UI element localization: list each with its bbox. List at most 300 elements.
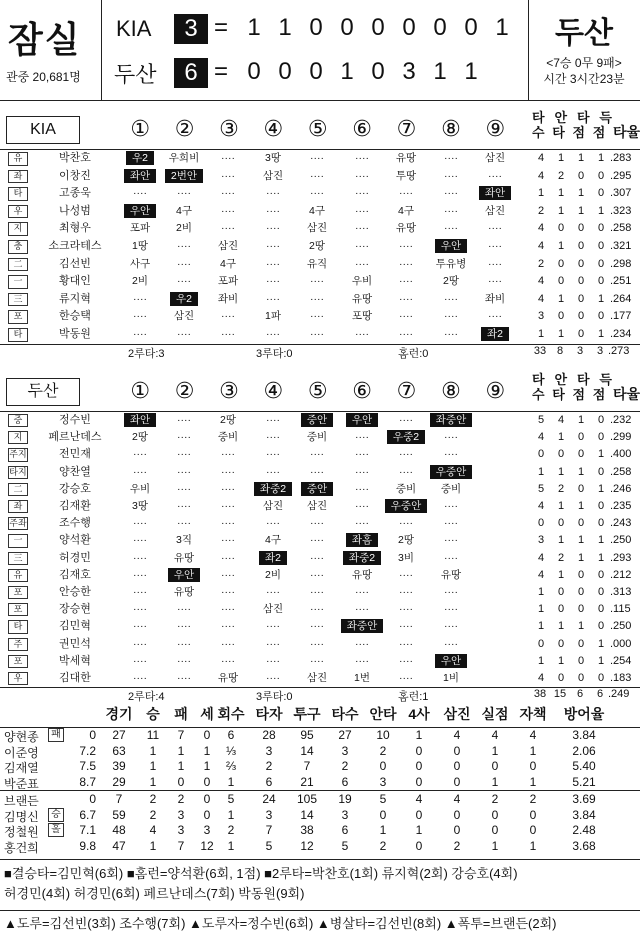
pitcher-stat: 2 [177, 792, 185, 806]
at-bat-result [206, 584, 250, 601]
at-bat-result [295, 168, 339, 186]
pitcher-row [0, 759, 640, 774]
result-text: 포파 [129, 222, 151, 235]
result-text: ···· [399, 448, 413, 461]
batter-row [0, 326, 640, 344]
at-bat-result [429, 150, 473, 168]
result-text: ···· [310, 534, 324, 547]
at-bat-result [295, 653, 339, 670]
at-bat-result [206, 238, 250, 256]
result-text: 2땅 [309, 240, 325, 252]
at-bat-result [118, 446, 162, 463]
at-bat-result [429, 515, 473, 532]
position-badge: 三 [8, 552, 28, 565]
batter-stat: 0 [577, 240, 585, 252]
pitcher-stat: 1 [227, 807, 235, 822]
pitcher-stat: 2.06 [572, 743, 596, 758]
at-bat-result [429, 601, 473, 618]
player-name: 고종욱 [59, 187, 91, 200]
position-badge: 포 [8, 655, 28, 668]
batter-row [0, 464, 640, 481]
batter-row [0, 446, 640, 463]
batter-stat: 0 [577, 568, 585, 581]
pitcher-name: 브랜든 [4, 794, 39, 808]
game-time: 시간 3시간23분 [543, 72, 625, 86]
result-text: 삼진 [484, 204, 506, 217]
at-bat-result [118, 636, 162, 653]
result-text: ···· [444, 603, 458, 616]
at-bat-result [251, 464, 295, 481]
batter-stat: 2 [557, 482, 565, 495]
result-text: ···· [221, 637, 235, 650]
pitcher-stat: 1 [149, 743, 157, 758]
pitcher-stat: 0 [415, 807, 423, 822]
result-text: ···· [355, 152, 369, 164]
batter-row [0, 291, 640, 309]
inning-score: 0 [309, 14, 323, 41]
result-text: ···· [266, 431, 280, 444]
result-text: ···· [399, 275, 413, 288]
result-text: ···· [221, 568, 235, 581]
batter-row [0, 256, 640, 274]
pitcher-stat: 38 [300, 823, 314, 837]
at-bat-result [295, 291, 339, 309]
pitcher-stat: 1 [149, 774, 157, 789]
batter-stat: .283 [610, 152, 632, 164]
result-text: 삼진 [262, 500, 284, 512]
doubles-total: 2루타:4 [128, 691, 165, 704]
result-text: 좌중안 [341, 619, 383, 633]
batter-row [0, 203, 640, 221]
position-badge: 二 [8, 258, 28, 272]
at-bat-result [251, 203, 295, 221]
result-text: ···· [488, 169, 502, 182]
result-text: ···· [177, 257, 191, 270]
batter-stat: .258 [610, 465, 632, 478]
at-bat-result [340, 532, 384, 549]
result-text: ···· [177, 275, 191, 288]
result-text: ···· [266, 448, 280, 461]
batter-stat: .232 [610, 414, 632, 426]
result-text: ···· [399, 187, 413, 200]
notes-line-1: ■결승타=김민혁(6회) ■홈런=양석환(6회, 1점) ■2루타=박찬호(1회) 류지혁(2회) 강승호(4회) [4, 866, 518, 881]
result-text: ···· [221, 620, 235, 633]
result-text: ···· [355, 448, 369, 461]
result-text: ···· [177, 517, 191, 530]
pitcher-stat: 4 [149, 823, 157, 837]
position-badge: 유 [8, 152, 28, 166]
inning-number: ⑤ [307, 378, 328, 403]
result-text: ···· [221, 534, 235, 547]
at-bat-result [429, 618, 473, 635]
season-record: <7승 0무 9패> [546, 56, 622, 70]
at-bat-result [384, 273, 428, 291]
at-bat-result [118, 601, 162, 618]
pitcher-stat: 7.2 [79, 743, 96, 758]
pitcher-row [0, 775, 640, 790]
equals-sign: = [214, 14, 229, 41]
result-text: ···· [488, 310, 502, 323]
result-text: ···· [133, 517, 147, 530]
pitcher-stat: 29 [112, 774, 126, 789]
batter-stat: 0 [557, 310, 565, 323]
player-name: 한승택 [59, 310, 91, 323]
inning-header [118, 116, 518, 146]
at-bat-result [295, 150, 339, 168]
batter-stat: .250 [610, 534, 632, 547]
result-text: ···· [221, 204, 235, 217]
pitcher-stat: 2 [379, 743, 387, 758]
pitcher-stat: 6.7 [79, 807, 96, 822]
at-bat-result [429, 464, 473, 481]
result-text: ···· [133, 292, 147, 305]
batter-stat: .298 [610, 257, 632, 270]
result-text: ···· [444, 637, 458, 650]
result-text: 2번안 [165, 169, 203, 183]
result-text: ···· [310, 328, 324, 340]
batter-stat: .177 [610, 310, 632, 323]
inning-number: ⑧ [441, 116, 461, 141]
result-text: 우안 [124, 204, 156, 218]
inning-number: ⑨ [485, 116, 506, 141]
batter-stat: 0 [557, 637, 565, 650]
position-badge: 포 [8, 603, 28, 616]
pitcher-stat: 1 [491, 743, 499, 758]
result-text: ···· [310, 169, 324, 182]
at-bat-result [295, 412, 339, 429]
at-bat-result [251, 291, 295, 309]
pitcher-stat: 0 [453, 807, 461, 822]
pitcher-stat: 3.84 [572, 728, 596, 742]
result-text: ···· [266, 222, 280, 235]
team-total-stat: 15 [553, 688, 567, 701]
inning-score: 1 [433, 58, 447, 85]
team-total-stat: 3 [596, 344, 604, 357]
batter-stat: 4 [537, 222, 545, 235]
batter-stat: .313 [610, 586, 632, 598]
at-bat-result [118, 273, 162, 291]
pitcher-stat: 7 [177, 838, 185, 853]
position-badge: 三 [8, 293, 28, 307]
position-badge: 一 [8, 534, 28, 547]
at-bat-result [384, 168, 428, 186]
at-bat-result [384, 446, 428, 463]
at-bat-result [162, 653, 206, 670]
result-text: ···· [221, 500, 235, 512]
at-bat-result [251, 429, 295, 446]
player-name: 권민석 [59, 637, 91, 650]
at-bat-result [118, 326, 162, 344]
at-bat-result [429, 273, 473, 291]
at-bat-result [384, 291, 428, 309]
at-bat-result [384, 220, 428, 238]
at-bat-result [473, 238, 517, 256]
at-bat-result [295, 550, 339, 567]
pitcher-stat: 0 [203, 807, 211, 822]
batter-stat: 1 [537, 654, 545, 667]
at-bat-result [162, 412, 206, 429]
inning-score [488, 58, 516, 88]
batter-stat: 1 [557, 568, 565, 581]
at-bat-result [251, 308, 295, 326]
result-text: ···· [177, 240, 191, 252]
batter-row [0, 498, 640, 515]
result-text: ···· [133, 448, 147, 461]
batter-row [0, 532, 640, 549]
away-innings [240, 14, 516, 44]
result-text: ···· [133, 672, 147, 684]
batter-stat: .264 [610, 292, 632, 305]
pitcher-row [0, 808, 640, 823]
pitching-col-header: 삼진 [443, 706, 471, 722]
batter-row [0, 481, 640, 498]
pitcher-name: 양현종 [4, 730, 39, 744]
at-bat-result [429, 429, 473, 446]
pitcher-stat: 105 [296, 792, 318, 806]
at-bat-result [295, 308, 339, 326]
batter-stat: 0 [557, 222, 565, 235]
inning-score: 3 [402, 58, 416, 85]
at-bat-result [206, 618, 250, 635]
result-text: 사구 [129, 257, 151, 270]
at-bat-result [162, 256, 206, 274]
at-bat-result [162, 429, 206, 446]
at-bat-result [118, 429, 162, 446]
position-badge: 타지 [8, 466, 28, 479]
at-bat-result [473, 326, 517, 344]
pitcher-stat: 0 [415, 838, 423, 853]
pitcher-stat: 5 [227, 792, 235, 806]
at-bat-result [295, 273, 339, 291]
result-text: ···· [399, 328, 413, 340]
position-badge: 주 [8, 638, 28, 651]
pitcher-stat: 1 [529, 743, 537, 758]
batter-stat: 1 [537, 603, 545, 616]
batter-stat: 1 [597, 482, 605, 495]
result-text: ···· [444, 152, 458, 164]
at-bat-result [162, 618, 206, 635]
at-bat-result [162, 532, 206, 549]
result-text: ···· [355, 482, 369, 495]
at-bat-result [162, 498, 206, 515]
at-bat-result [295, 584, 339, 601]
result-text: ···· [310, 654, 324, 667]
batter-stat: 1 [537, 187, 545, 200]
at-bat-result [206, 429, 250, 446]
batter-stat: 0 [557, 448, 565, 461]
stat-header: 타 안 타 득 수 타 점 점 타율 [532, 372, 640, 402]
at-bat-result [118, 256, 162, 274]
result-text: 2땅 [132, 431, 148, 444]
batter-stat: 1 [577, 187, 585, 200]
result-text: ···· [221, 448, 235, 461]
at-bat-result [295, 464, 339, 481]
batter-stat: 1 [597, 534, 605, 547]
result-text: ···· [133, 328, 147, 340]
result-text: ···· [221, 482, 235, 495]
team-total-stat: .249 [608, 688, 630, 701]
batter-stat: 0 [597, 222, 605, 235]
at-bat-result [251, 446, 295, 463]
result-text: ···· [399, 517, 413, 530]
at-bat-result [251, 515, 295, 532]
batter-stat: 2 [537, 204, 545, 217]
result-text: ···· [444, 448, 458, 461]
pitcher-stat: 0 [453, 823, 461, 837]
at-bat-result [473, 291, 517, 309]
batter-stat: 1 [557, 152, 565, 164]
pitcher-stat: 12 [300, 838, 314, 853]
at-bat-result [206, 670, 250, 687]
position-badge: 포 [8, 586, 28, 599]
position-badge: 유 [8, 569, 28, 582]
at-bat-result [384, 670, 428, 687]
pitcher-stat: 2.48 [572, 823, 596, 837]
batter-stat: 0 [577, 431, 585, 444]
inning-score: 1 [247, 14, 261, 41]
at-bat-result [118, 168, 162, 186]
inning-score: 0 [278, 58, 292, 85]
at-bat-result [384, 567, 428, 584]
pitcher-stat: 2 [453, 838, 461, 853]
batter-stat: .293 [610, 551, 632, 564]
at-bat-result [340, 636, 384, 653]
result-text: 우중2 [387, 430, 425, 444]
batter-stat: 0 [597, 310, 605, 323]
at-bat-result [118, 464, 162, 481]
at-bat-result [295, 238, 339, 256]
pitcher-stat: 6 [341, 823, 349, 837]
player-name: 강승호 [59, 482, 91, 495]
result-text: ···· [266, 637, 280, 650]
at-bat-result [162, 238, 206, 256]
team-total-stat: 33 [533, 344, 547, 357]
at-bat-result [251, 412, 295, 429]
result-text: ···· [133, 603, 147, 616]
result-text: 1비 [443, 672, 459, 684]
pitcher-stat: 9.8 [79, 838, 96, 853]
batter-stat: 0 [597, 568, 605, 581]
pitcher-stat: 1 [227, 774, 235, 789]
pitcher-stat: 3.68 [572, 838, 596, 853]
result-text: ···· [488, 257, 502, 270]
result-text: ···· [444, 328, 458, 340]
result-text: ···· [310, 620, 324, 633]
result-text: 좌중2 [343, 551, 381, 565]
at-bat-result [251, 168, 295, 186]
pitcher-stat: 0 [453, 774, 461, 789]
position-badge: 타 [8, 328, 28, 342]
result-text: ···· [177, 637, 191, 650]
at-bat-result [251, 670, 295, 687]
player-name: 김재호 [59, 568, 91, 581]
result-text: ···· [266, 292, 280, 305]
result-text: ···· [177, 187, 191, 200]
at-bat-result [340, 481, 384, 498]
at-bat-result [118, 515, 162, 532]
result-text: ···· [444, 222, 458, 235]
batter-stat: 0 [577, 169, 585, 182]
batter-stat: .254 [610, 654, 632, 667]
homerun-total: 홈런:1 [398, 691, 429, 704]
home-score: 6 [174, 58, 208, 88]
player-name: 장승현 [59, 603, 91, 616]
pitcher-stat: 2 [149, 792, 157, 806]
at-bat-result [251, 653, 295, 670]
batter-row [0, 238, 640, 256]
at-bat-result [295, 446, 339, 463]
result-text: ···· [221, 586, 235, 598]
result-text: ···· [310, 465, 324, 478]
player-name: 안승한 [59, 586, 91, 598]
inning-number: ④ [263, 378, 284, 403]
batter-row [0, 618, 640, 635]
result-text: 1땅 [132, 240, 148, 252]
result-text: ···· [355, 654, 369, 667]
inning-score: 0 [309, 58, 323, 85]
inning-number: ⑦ [396, 116, 417, 141]
pitcher-stat: 19 [338, 792, 352, 806]
pitcher-stat: 0 [415, 774, 423, 789]
inning-score: 1 [278, 14, 292, 41]
result-text: 좌중안 [430, 413, 472, 427]
result-text: 4구 [398, 204, 414, 217]
decision-badge: 홀 [48, 823, 64, 837]
batter-stat: 1 [557, 328, 565, 340]
pitcher-stat: 3 [177, 807, 185, 822]
at-bat-result [384, 601, 428, 618]
at-bat-result [295, 532, 339, 549]
player-name: 김민혁 [59, 620, 91, 633]
player-name: 나성범 [59, 204, 91, 217]
at-bat-result [162, 584, 206, 601]
result-text: ···· [266, 328, 280, 340]
position-badge: 좌 [8, 170, 28, 184]
result-text: ···· [355, 240, 369, 252]
pitcher-stat: 7.1 [79, 823, 96, 837]
player-name: 김선빈 [59, 257, 91, 270]
batter-stat: 0 [597, 431, 605, 444]
result-text: ···· [310, 187, 324, 200]
result-text: 3땅 [265, 152, 281, 164]
batter-stat: .234 [610, 328, 632, 340]
pitcher-stat: 1 [491, 774, 499, 789]
at-bat-result [429, 291, 473, 309]
pitcher-stat: 2 [227, 823, 235, 837]
at-bat-result [340, 238, 384, 256]
result-text: ···· [399, 568, 413, 581]
result-text: 삼진 [262, 603, 284, 616]
result-text: ···· [355, 328, 369, 340]
result-text: 우비 [351, 275, 373, 288]
pitcher-stat: 0 [453, 743, 461, 758]
result-text: ···· [221, 310, 235, 323]
result-text: ···· [399, 620, 413, 633]
at-bat-result [340, 429, 384, 446]
result-text: 2땅 [443, 275, 459, 288]
pitcher-stat: 4 [453, 728, 461, 742]
result-text: ···· [399, 603, 413, 616]
at-bat-result [340, 220, 384, 238]
result-text: ···· [266, 204, 280, 217]
inning-number: ⑦ [396, 378, 417, 403]
at-bat-result [295, 220, 339, 238]
result-text: 우비 [129, 482, 151, 495]
batter-row [0, 308, 640, 326]
at-bat-result [206, 498, 250, 515]
result-text: 중비 [306, 431, 328, 444]
pitcher-stat: 10 [376, 728, 390, 742]
